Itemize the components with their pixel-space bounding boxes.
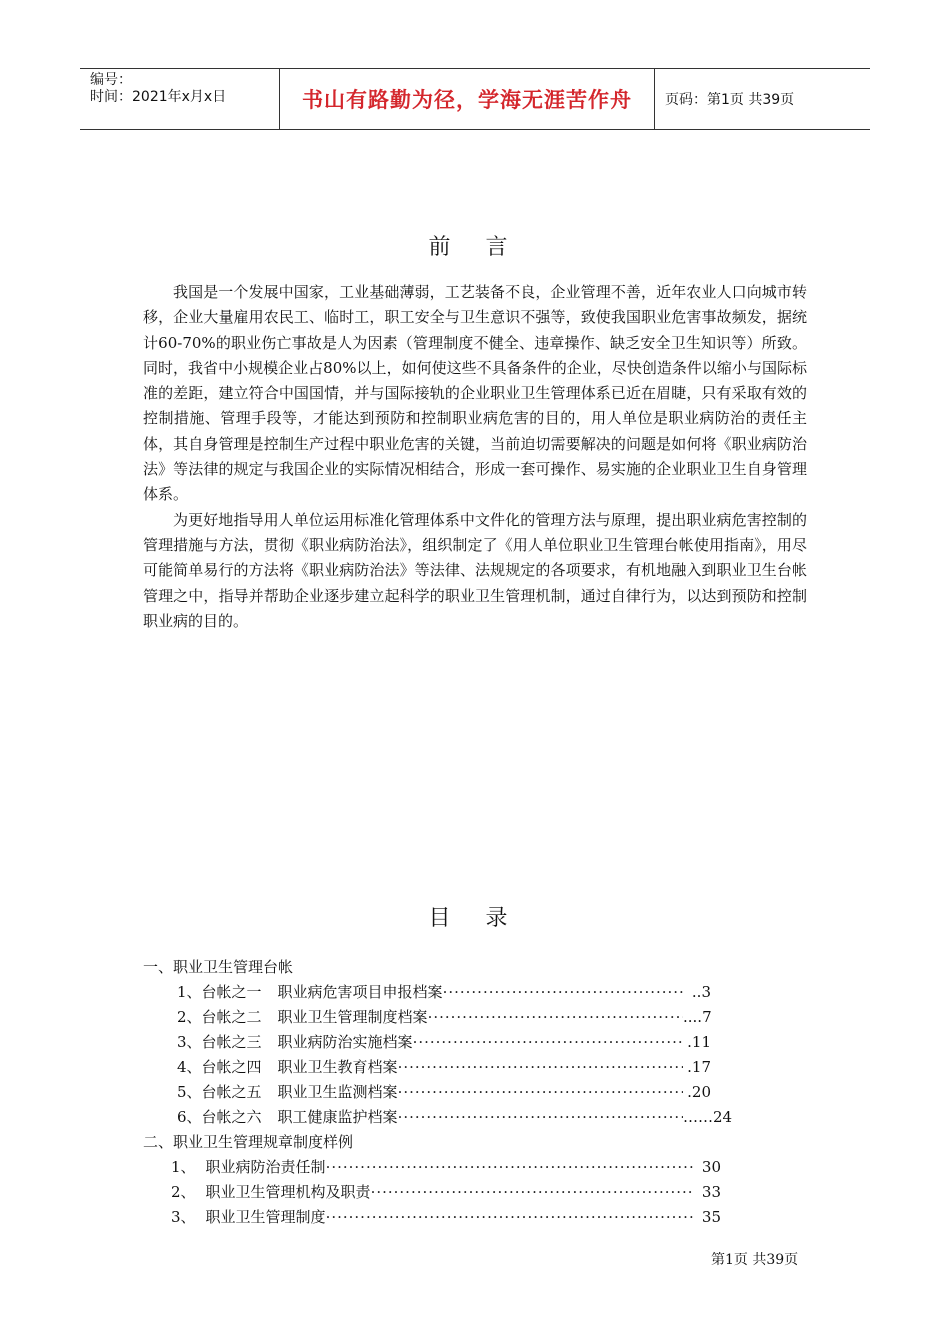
toc-entry-page: 35 [701, 1208, 721, 1226]
toc-entry-name: 职业病危害项目申报档案 [277, 983, 443, 1001]
number-label: 编号： [90, 72, 132, 88]
toc-entry-label: 2、 [171, 1183, 196, 1201]
toc-entry-page: ....7 [683, 1008, 712, 1026]
toc-entry[interactable] [143, 1180, 807, 1205]
toc-entry[interactable] [143, 1080, 807, 1105]
toc-section-heading: 一、职业卫生管理台帐 [143, 958, 294, 976]
toc-entry-label: 5、台帐之五 [177, 1083, 262, 1101]
toc-entry-label: 6、台帐之六 [177, 1108, 262, 1126]
toc-entry-name: 职业卫生管理制度 [205, 1208, 326, 1226]
toc-entry-label: 3、台帐之三 [177, 1033, 262, 1051]
page-footer: 第1页 共39页 [711, 1252, 799, 1268]
toc-leader [413, 1030, 683, 1055]
toc-entry[interactable] [143, 1205, 807, 1230]
header-motto: 书山有路勤为径，学海无涯苦作舟 [280, 69, 655, 129]
header-meta [80, 69, 280, 129]
preface-paragraph: 为更好地指导用人单位运用标准化管理体系中文件化的管理方法与原理，提出职业病危害控制的管理措施与方法，贯彻《职业病防治法》，组织制定了《用人单位职业卫生管理台帐使用指南》，用尽可能简单易行的方法将《职业病防治法》等法律、法规规定的各项要求，有机地融入到职业卫生台帐管理之中，指导并帮助企业逐步建立起科学的职业卫生管理机制，通过自律行为，以达到预防和控制职业病的目的。 [143, 510, 807, 630]
toc-title: 目 录 [428, 906, 522, 931]
toc-entry[interactable] [143, 1055, 807, 1080]
header-page-info: 页码：第1页 共39页 [665, 92, 795, 108]
toc-entry-page: ……24 [683, 1108, 733, 1126]
toc-entry-name: 职业卫生监测档案 [277, 1083, 398, 1101]
toc-entry-label: 2、台帐之二 [177, 1008, 262, 1026]
toc-entry-name: 职业卫生管理机构及职责 [205, 1183, 371, 1201]
toc-entry-name: 职业卫生教育档案 [277, 1058, 398, 1076]
toc-entry-page: .17 [687, 1058, 711, 1076]
time-label: 时间：2021年x月x日 [90, 89, 227, 105]
toc-entry-name: 职工健康监护档案 [277, 1108, 398, 1126]
toc-leader [398, 1080, 683, 1105]
table-of-contents [143, 955, 807, 1230]
toc-entry-name: 职业病防治实施档案 [277, 1033, 413, 1051]
toc-entry-label: 1、 [171, 1158, 196, 1176]
toc-entry-page: 33 [701, 1183, 721, 1201]
toc-entry-label: 1、台帐之一 [177, 983, 262, 1001]
toc-entry[interactable] [143, 1030, 807, 1055]
toc-entry[interactable] [143, 1005, 807, 1030]
page-header [80, 68, 870, 130]
toc-leader [326, 1205, 693, 1230]
preface-paragraph: 我国是一个发展中国家，工业基础薄弱，工艺装备不良，企业管理不善，近年农业人口向城市转移，企业大量雇用农民工、临时工，职工安全与卫生意识不强等，致使我国职业危害事故频发，据统计60-70%的职业伤亡事故是人为因素（管理制度不健全、违章操作、缺乏安全卫生知识等）所致。同时，我省中小规模企业占80%以上，如何使这些不具备条件的企业，尽快创造条件以缩小与国际标准的差距，建立符合中国国情，并与国际接轨的企业职业卫生管理体系已近在眉睫，只有采取有效的控制措施、管理手段等，才能达到预防和控制职业病危害的目的，用人单位是职业病防治的责任主体，其自身管理是控制生产过程中职业危害的关键，当前迫切需要解决的问题是如何将《职业病防治法》等法律的规定与我国企业的实际情况相结合，形成一套可操作、易实施的企业职业卫生自身管理体系。 [143, 283, 807, 504]
toc-entry-page: ..3 [691, 983, 711, 1001]
toc-leader [398, 1105, 683, 1130]
toc-section-heading: 二、职业卫生管理规章制度样例 [143, 1133, 354, 1151]
preface-body [143, 280, 807, 634]
toc-entry-label: 4、台帐之四 [177, 1058, 262, 1076]
preface-title: 前 言 [428, 235, 522, 260]
toc-entry-page: 30 [701, 1158, 721, 1176]
toc-leader [428, 1005, 683, 1030]
toc-entry-label: 3、 [171, 1208, 196, 1226]
toc-leader [371, 1180, 693, 1205]
toc-entry-page: .11 [687, 1033, 711, 1051]
toc-leader [326, 1155, 693, 1180]
toc-entry-name: 职业卫生管理制度档案 [277, 1008, 428, 1026]
toc-leader [398, 1055, 683, 1080]
toc-entry-page: .20 [687, 1083, 711, 1101]
toc-leader [443, 980, 683, 1005]
toc-entry[interactable] [143, 1155, 807, 1180]
toc-entry[interactable] [143, 980, 807, 1005]
toc-entry-name: 职业病防治责任制 [205, 1158, 326, 1176]
toc-entry[interactable] [143, 1105, 807, 1130]
